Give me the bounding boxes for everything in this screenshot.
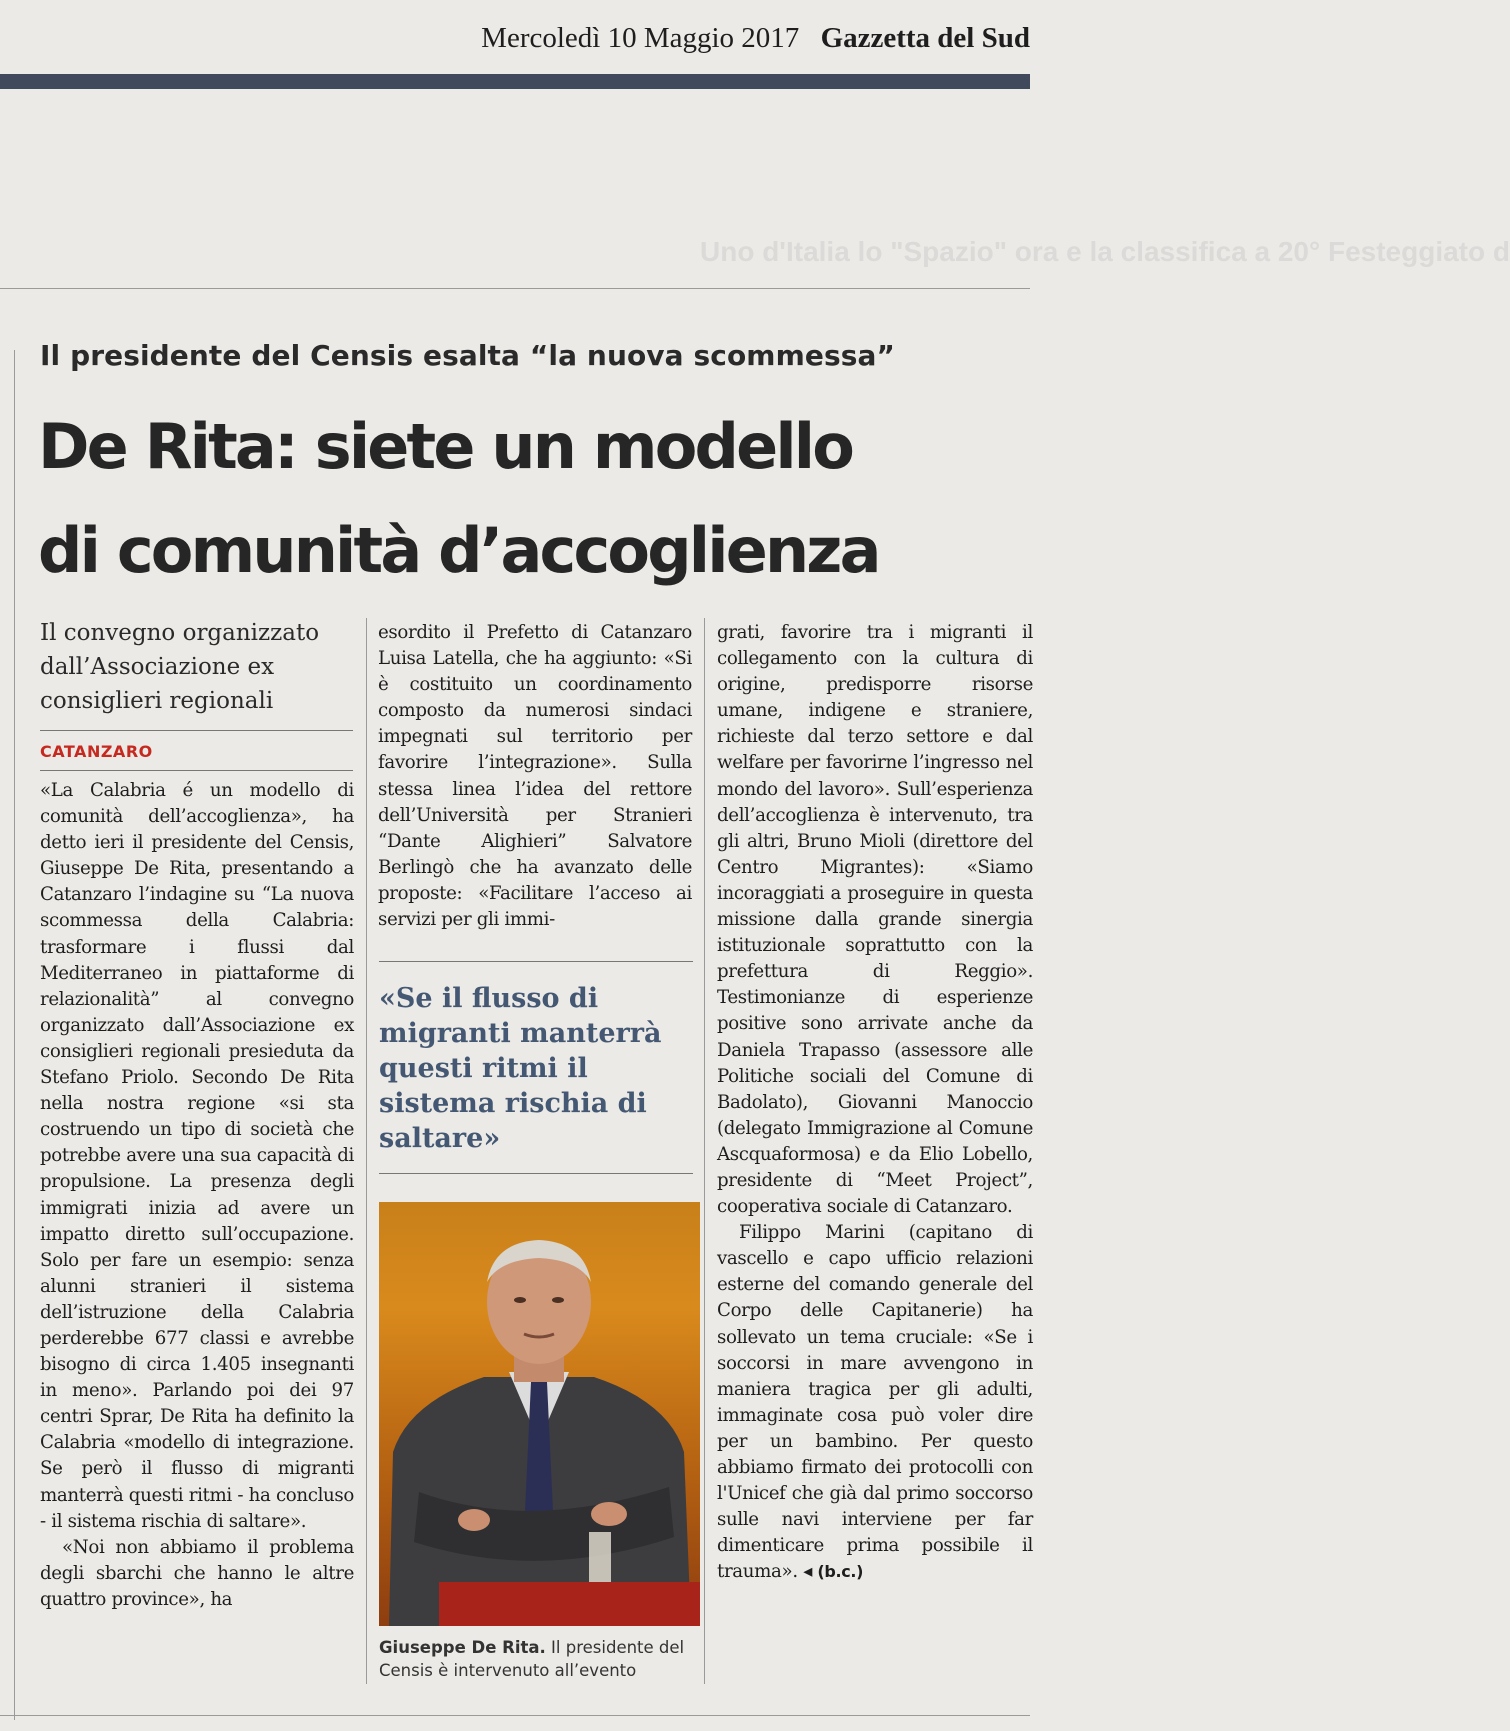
column-2-paragraph: esordito il Prefetto di Catanzaro Luisa Latella, che ha aggiunto: «Si è costituito un coordinamento composto da numerosi sindaci impegnati sul territorio per favorire l’integrazione». Sulla stessa linea l’idea del rettore dell’Università per Stranieri “Dante Alighieri” Salvatore Berlingò che ha avanzato delle proposte: «Facilitare l’acceso ai servizi per gli immi- (378, 622, 692, 931)
column-1 (40, 778, 354, 1613)
dateline: CATANZARO (40, 742, 153, 761)
pull-quote-bottom-rule (379, 1173, 693, 1174)
issue-date: Mercoledì 10 Maggio 2017 (481, 22, 800, 54)
caption-text: Il presidente del Censis è intervenuto all’evento (379, 1638, 685, 1680)
column-1-paragraph: «Noi non abbiamo il problema degli sbarchi che hanno le altre quattro province», ha (40, 1536, 354, 1610)
caption-name: Giuseppe De Rita. (379, 1638, 546, 1657)
end-mark: ◂ (803, 1561, 812, 1583)
pull-quote-top-rule (379, 961, 693, 962)
column-3-paragraph-text: Filippo Marini (capitano di vascello e capo ufficio relazioni esterne del comando generale del Corpo delle Capitanerie) ha sollevato un tema cruciale: «Se i soccorsi in mare avvengono in maniera tragica per gli adulti, immaginate cosa può voler dire per un bambino. Per questo abbiamo firmato dei protocolli con l'Unicef che già dal primo soccorso sulle navi interviene per far dimenticare prima possibile il trauma». (717, 1222, 1033, 1583)
column-rule (366, 618, 367, 1684)
article-subhead: Il convegno organizzato dall’Associazione ex consiglieri regionali (40, 620, 320, 714)
bleed-through-text: Uno d'Italia lo "Spazio" ora e la classifica a 20° Festeggiato d (700, 236, 1510, 267)
column-2 (378, 620, 692, 933)
column-3-paragraph: grati, favorire tra i migranti il collegamento con la cultura di origine, predisporre risorse umane, indigene e straniere, richieste dal terzo settore e dal welfare per favorirne l’ingresso nel mondo del lavoro». Sull’esperienza dell’accoglienza è intervenuto, tra gli altri, Bruno Mioli (direttore del Centro Migrantes): «Siamo incoraggiati a proseguire in questa missione dalla grande sinergia istituzionale soprattutto con la prefettura di Reggio». Testimonianze di esperienze positive sono arrivate anche da Daniela Trapasso (assessore alle Politiche sociali del Comune di Badolato), Giovanni Manoccio (delegato Immigrazione al Comune Ascquaformosa) e da Elio Lobello, presidente di “Meet Project”, cooperativa sociale di Catanzaro. (717, 622, 1033, 1218)
dateline-divider (40, 770, 353, 771)
left-margin-rule (14, 350, 15, 1720)
headline-line-2: di comunità d’accoglienza (38, 514, 879, 587)
speaker-photo-illustration (379, 1202, 700, 1626)
speaker-photo (379, 1202, 700, 1626)
page-bottom-rule (0, 1715, 1030, 1716)
column-1-paragraph: «La Calabria é un modello di comunità dell’accoglienza», ha detto ieri il presidente del Censis, Giuseppe De Rita, presentando a Catanzaro l’indagine su “La nuova scommessa della Calabria: trasformare i flussi dal Mediterraneo in piattaforme di relazionalità” al convegno organizzato dall’Associazione ex consiglieri regionali presieduta da Stefano Priolo. Secondo De Rita nella nostra regione «si sta costruendo un tipo di società che potrebbe avere una sua capacità di propulsione. La presenza degli immigrati inizia ad avere un impatto diretto sull’occupazione. Solo per fare un esempio: senza alunni stranieri il sistema dell’istruzione della Calabria perderebbe 677 classi e avrebbe bisogno di circa 1.405 insegnanti in meno». Parlando poi dei 97 centri Sprar, De Rita ha definito la Calabria «modello di integrazione. Se però il flusso di migranti manterrà questi ritmi - ha concluso - il sistema rischia di saltare». (40, 780, 354, 1532)
section-divider (0, 288, 1030, 289)
column-3-paragraph (717, 1220, 1033, 1585)
author-signature: (b.c.) (817, 1562, 864, 1582)
photo-caption (379, 1636, 709, 1682)
subhead-divider (40, 730, 353, 731)
column-rule (704, 618, 705, 1684)
masthead (481, 22, 1030, 55)
article-kicker: Il presidente del Censis esalta “la nuova scommessa” (40, 339, 895, 372)
pull-quote: «Se il flusso di migranti manterrà questi ritmi il sistema rischia di saltare» (379, 983, 662, 1154)
article-headline (38, 395, 1048, 603)
column-3 (717, 620, 1033, 1585)
headline-line-1: De Rita: siete un modello (38, 410, 853, 483)
newspaper-name: Gazzetta del Sud (820, 22, 1030, 54)
masthead-bar (0, 74, 1030, 89)
